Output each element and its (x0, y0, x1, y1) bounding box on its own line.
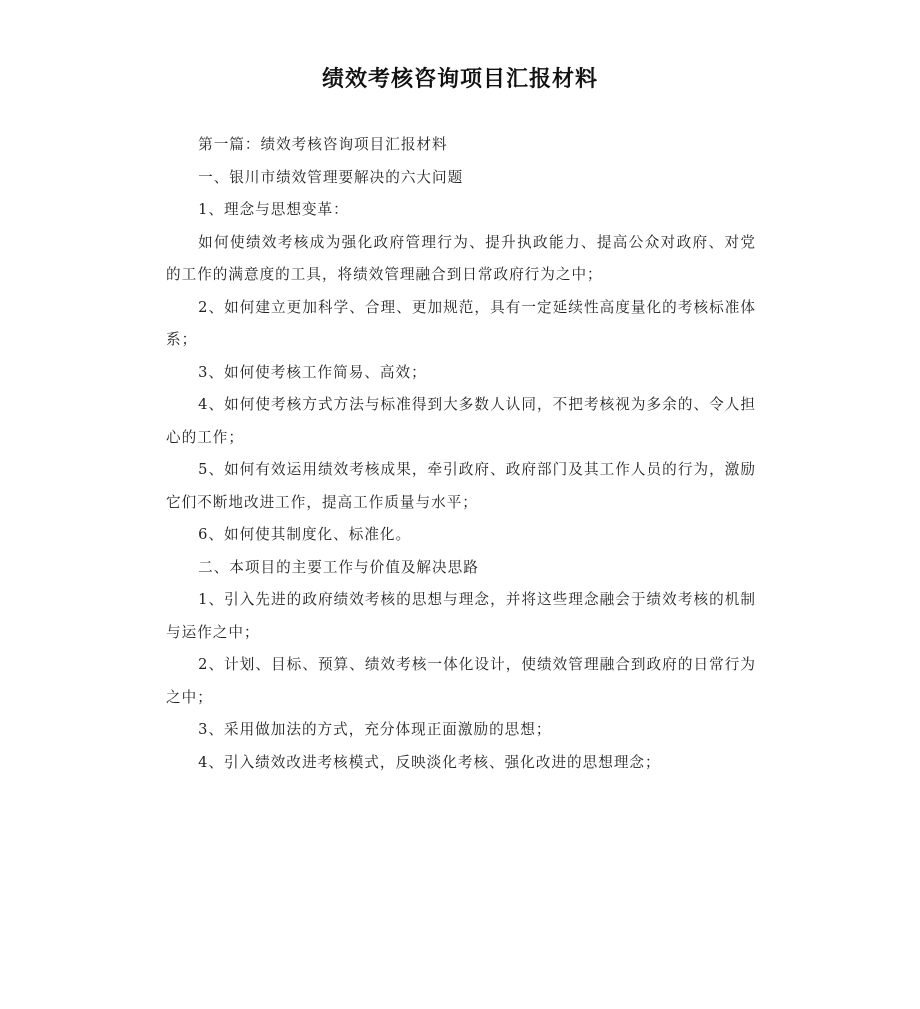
paragraph: 3、如何使考核工作简易、高效； (198, 363, 427, 381)
paragraph: 1、理念与思想变革： (198, 201, 349, 218)
paragraph: 第一篇：绩效考核咨询项目汇报材料 (198, 136, 448, 153)
paragraph: 二、本项目的主要工作与价值及解决思路 (198, 558, 479, 576)
document-title: 绩效考核咨询项目汇报材料 (321, 67, 598, 92)
paragraph: 一、银川市绩效管理要解决的六大问题 (198, 168, 464, 186)
paragraph: 5、如何有效运用绩效考核成果，牵引政府、政府部门及其工作人员的行为，激励它们不断地改进工作，提高工作质量与水平； (166, 461, 756, 511)
paragraph: 1、引入先进的政府绩效考核的思想与理念，并将这些理念融会于绩效考核的机制与运作之中； (166, 591, 756, 641)
paragraph: 如何使绩效考核成为强化政府管理行为、提升执政能力、提高公众对政府、对党的工作的满意度的工具，将绩效管理融合到日常政府行为之中； (166, 233, 756, 283)
paragraph: 4、如何使考核方式方法与标准得到大多数人认同，不把考核视为多余的、令人担心的工作； (166, 396, 756, 446)
document-body (166, 129, 756, 779)
paragraph: 2、如何建立更加科学、合理、更加规范，具有一定延续性高度量化的考核标准体系； (166, 298, 756, 348)
paragraph: 3、采用做加法的方式，充分体现正面激励的思想； (198, 721, 552, 738)
paragraph: 4、引入绩效改进考核模式，反映淡化考核、强化改进的思想理念； (198, 753, 661, 771)
paragraph: 6、如何使其制度化、标准化。 (198, 526, 412, 543)
paragraph: 2、计划、目标、预算、绩效考核一体化设计，使绩效管理融合到政府的日常行为之中； (166, 656, 756, 706)
